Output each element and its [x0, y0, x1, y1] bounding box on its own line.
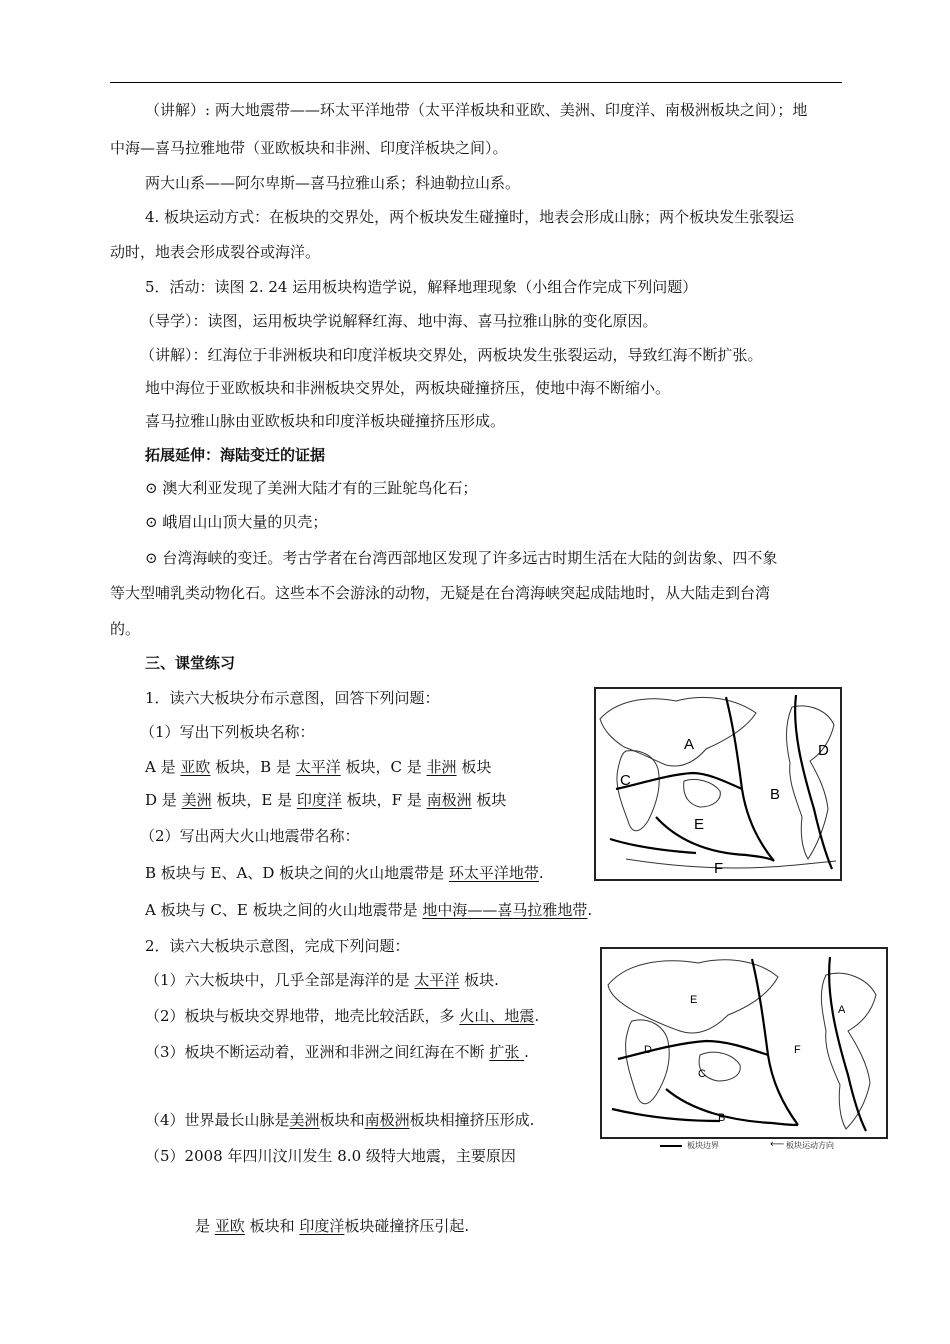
legend-boundary-label: 板块边界 [687, 1141, 719, 1150]
answer-q2-2: 火山、地震 [459, 1007, 535, 1025]
q1-row-a-suffix: 板块 [456, 758, 492, 776]
map2-label-b: B [718, 1112, 726, 1124]
q1-belt-1-prefix: B 板块与 E、A、D 板块之间的火山地震带是 [145, 864, 449, 882]
answer-q2-4a: 美洲 [289, 1111, 320, 1129]
q1-belt-1 [145, 863, 544, 883]
evidence-item-2: ⊙ 峨眉山山顶大量的贝壳； [145, 513, 328, 531]
q2-s3 [145, 1042, 529, 1062]
map1-label-c: C [620, 772, 631, 789]
plate-boundary-west-pacific-2 [752, 959, 798, 1125]
text-line-4: 4. 板块运动方式：在板块的交界处，两个板块发生碰撞时，地表会形成山脉；两个板块发生张裂运 [145, 208, 795, 226]
q1-title: 1．读六大板块分布示意图，回答下列问题： [145, 689, 440, 707]
answer-f: 南极洲 [426, 791, 472, 809]
text-line-16: 的。 [110, 620, 141, 638]
q2-s6 [195, 1216, 469, 1236]
section-heading-practice: 三、课堂练习 [145, 654, 236, 672]
q1-belt-2-prefix: A 板块与 C、E 板块之间的火山地震带是 [145, 901, 423, 919]
q2-title: 2．读六大板块示意图，完成下列问题： [145, 937, 410, 955]
legend-boundary-line [660, 1145, 682, 1147]
text-line-6: 5．活动：读图 2. 24 运用板块构造学说，解释地理现象（小组合作完成下列问题） [145, 278, 698, 296]
text-line-8: （讲解）：红海位于非洲板块和印度洋板块交界处，两板块发生张裂运动，导致红海不断扩张。 [140, 346, 763, 364]
answer-q2-5a: 亚欧 [214, 1217, 245, 1235]
q1-sub1: （1）写出下列板块名称： [140, 723, 315, 741]
plate-boundary-east-pacific [795, 695, 832, 869]
map2-label-f: F [794, 1044, 801, 1056]
header-rule [110, 82, 842, 83]
text-line-10: 喜马拉雅山脉由亚欧板块和印度洋板块碰撞挤压形成。 [145, 412, 506, 430]
q1-belt-2-suffix: . [587, 901, 593, 919]
answer-q2-4b: 南极洲 [364, 1111, 410, 1129]
q1-row-a-mid2: 板块，C 是 [340, 758, 427, 776]
plate-map-1 [594, 687, 842, 881]
answer-belt-2: 地中海——喜马拉雅地带 [422, 901, 588, 919]
q2-s3-prefix: （3）板块不断运动着，亚洲和非洲之间红海在不断 [145, 1043, 490, 1061]
map1-label-b: B [770, 786, 781, 803]
evidence-item-1: ⊙ 澳大利亚发现了美洲大陆才有的三趾鸵鸟化石； [145, 479, 478, 497]
q2-s4-mid: 板块和 [319, 1111, 365, 1129]
q2-s6-mid: 板块和 [244, 1217, 300, 1235]
text-line-9: 地中海位于亚欧板块和非洲板块交界处，两板块碰撞挤压，使地中海不断缩小。 [145, 379, 671, 397]
q1-row-a-mid1: 板块，B 是 [210, 758, 296, 776]
q1-row-d-prefix: D 是 [145, 791, 182, 809]
plate-map-1-drawing [596, 689, 840, 879]
q1-row-d-mid1: 板块，E 是 [211, 791, 297, 809]
answer-e: 印度洋 [296, 791, 342, 809]
answer-b: 太平洋 [295, 758, 341, 776]
q1-belt-1-suffix: . [538, 864, 544, 882]
answer-q2-3: 扩张 [489, 1043, 525, 1061]
plate-boundary-alpine-himalaya-2 [618, 1041, 768, 1059]
plate-map-2-drawing [602, 949, 886, 1137]
q1-row-a-prefix: A 是 [145, 758, 181, 776]
map1-label-e: E [694, 816, 705, 833]
q1-row-a [145, 757, 491, 777]
answer-c: 非洲 [426, 758, 457, 776]
map2-label-e: E [690, 994, 698, 1006]
text-line-1: （讲解）: 两大地震带——环太平洋地带（太平洋板块和亚欧、美洲、印度洋、南极洲板块之间）；地 [145, 101, 808, 119]
q1-belt-2 [145, 900, 592, 920]
text-line-3: 两大山系——阿尔卑斯—喜马拉雅山系；科迪勒拉山系。 [145, 174, 521, 192]
plate-boundary-atlantic-south [610, 839, 696, 853]
map2-label-a: A [838, 1004, 846, 1016]
answer-belt-1: 环太平洋地带 [448, 864, 539, 882]
q2-s1-prefix: （1）六大板块中，几乎全部是海洋的是 [145, 971, 415, 989]
q1-row-d-mid2: 板块，F 是 [341, 791, 427, 809]
map1-label-f: F [714, 860, 724, 877]
q2-s1-suffix: 板块. [459, 971, 499, 989]
answer-q2-5b: 印度洋 [299, 1217, 345, 1235]
map2-label-d: D [644, 1044, 652, 1056]
q1-row-d [145, 790, 506, 810]
q2-s3-suffix: . [524, 1043, 529, 1061]
map1-label-d: D [818, 742, 829, 759]
q2-s4 [145, 1110, 534, 1130]
answer-q2-1: 太平洋 [414, 971, 460, 989]
q2-s4-prefix: （4）世界最长山脉是 [145, 1111, 290, 1129]
q2-s4-suffix: 板块相撞挤压形成. [409, 1111, 535, 1129]
africa-coast-2 [626, 1020, 670, 1104]
americas-coast [787, 706, 835, 859]
map1-label-a: A [684, 736, 695, 753]
legend-motion-arrow-icon: ⟵ [770, 1139, 785, 1150]
q2-s6-suffix: 板块碰撞挤压引起. [344, 1217, 470, 1235]
q2-s2-prefix: （2）板块与板块交界地带，地壳比较活跃，多 [145, 1007, 460, 1025]
plate-map-2 [600, 947, 888, 1139]
text-line-15: 等大型哺乳类动物化石。这些本不会游泳的动物，无疑是在台湾海峡突起成陆地时，从大陆走到台湾 [110, 584, 771, 602]
q2-s2 [145, 1006, 539, 1026]
plate-boundary-east-pacific-2 [829, 957, 866, 1131]
answer-d: 美洲 [181, 791, 212, 809]
section-heading-extension: 拓展延伸：海陆变迁的证据 [145, 446, 326, 464]
q2-s2-suffix: . [534, 1007, 540, 1025]
plate-boundary-west-pacific [726, 697, 774, 861]
africa-coast [617, 751, 659, 831]
evidence-item-3: ⊙ 台湾海峡的变迁。考古学者在台湾西部地区发现了许多远古时期生活在大陆的剑齿象、四不象 [145, 549, 778, 567]
antarctica-coast [626, 859, 836, 868]
plate-boundary-alpine-himalaya [616, 773, 742, 789]
q2-s5: （5）2008 年四川汶川发生 8.0 级特大地震，主要原因 [145, 1147, 516, 1165]
q2-s1 [145, 970, 499, 990]
legend-motion-label: 板块运动方向 [786, 1141, 834, 1150]
answer-a: 亚欧 [180, 758, 211, 776]
plate-boundary-southern [656, 817, 774, 861]
text-line-2: 中海—喜马拉雅地带（亚欧板块和非洲、印度洋板块之间）。 [110, 139, 508, 157]
q2-s6-prefix: 是 [195, 1217, 215, 1235]
text-line-5: 动时，地表会形成裂谷或海洋。 [110, 243, 321, 261]
map2-label-c: C [698, 1068, 706, 1080]
q1-row-d-suffix: 板块 [471, 791, 507, 809]
australia-coast [684, 779, 721, 807]
q1-sub2: （2）写出两大火山地震带名称： [140, 827, 360, 845]
text-line-7: （导学）：读图，运用板块学说解释红海、地中海、喜马拉雅山脉的变化原因。 [140, 312, 658, 330]
